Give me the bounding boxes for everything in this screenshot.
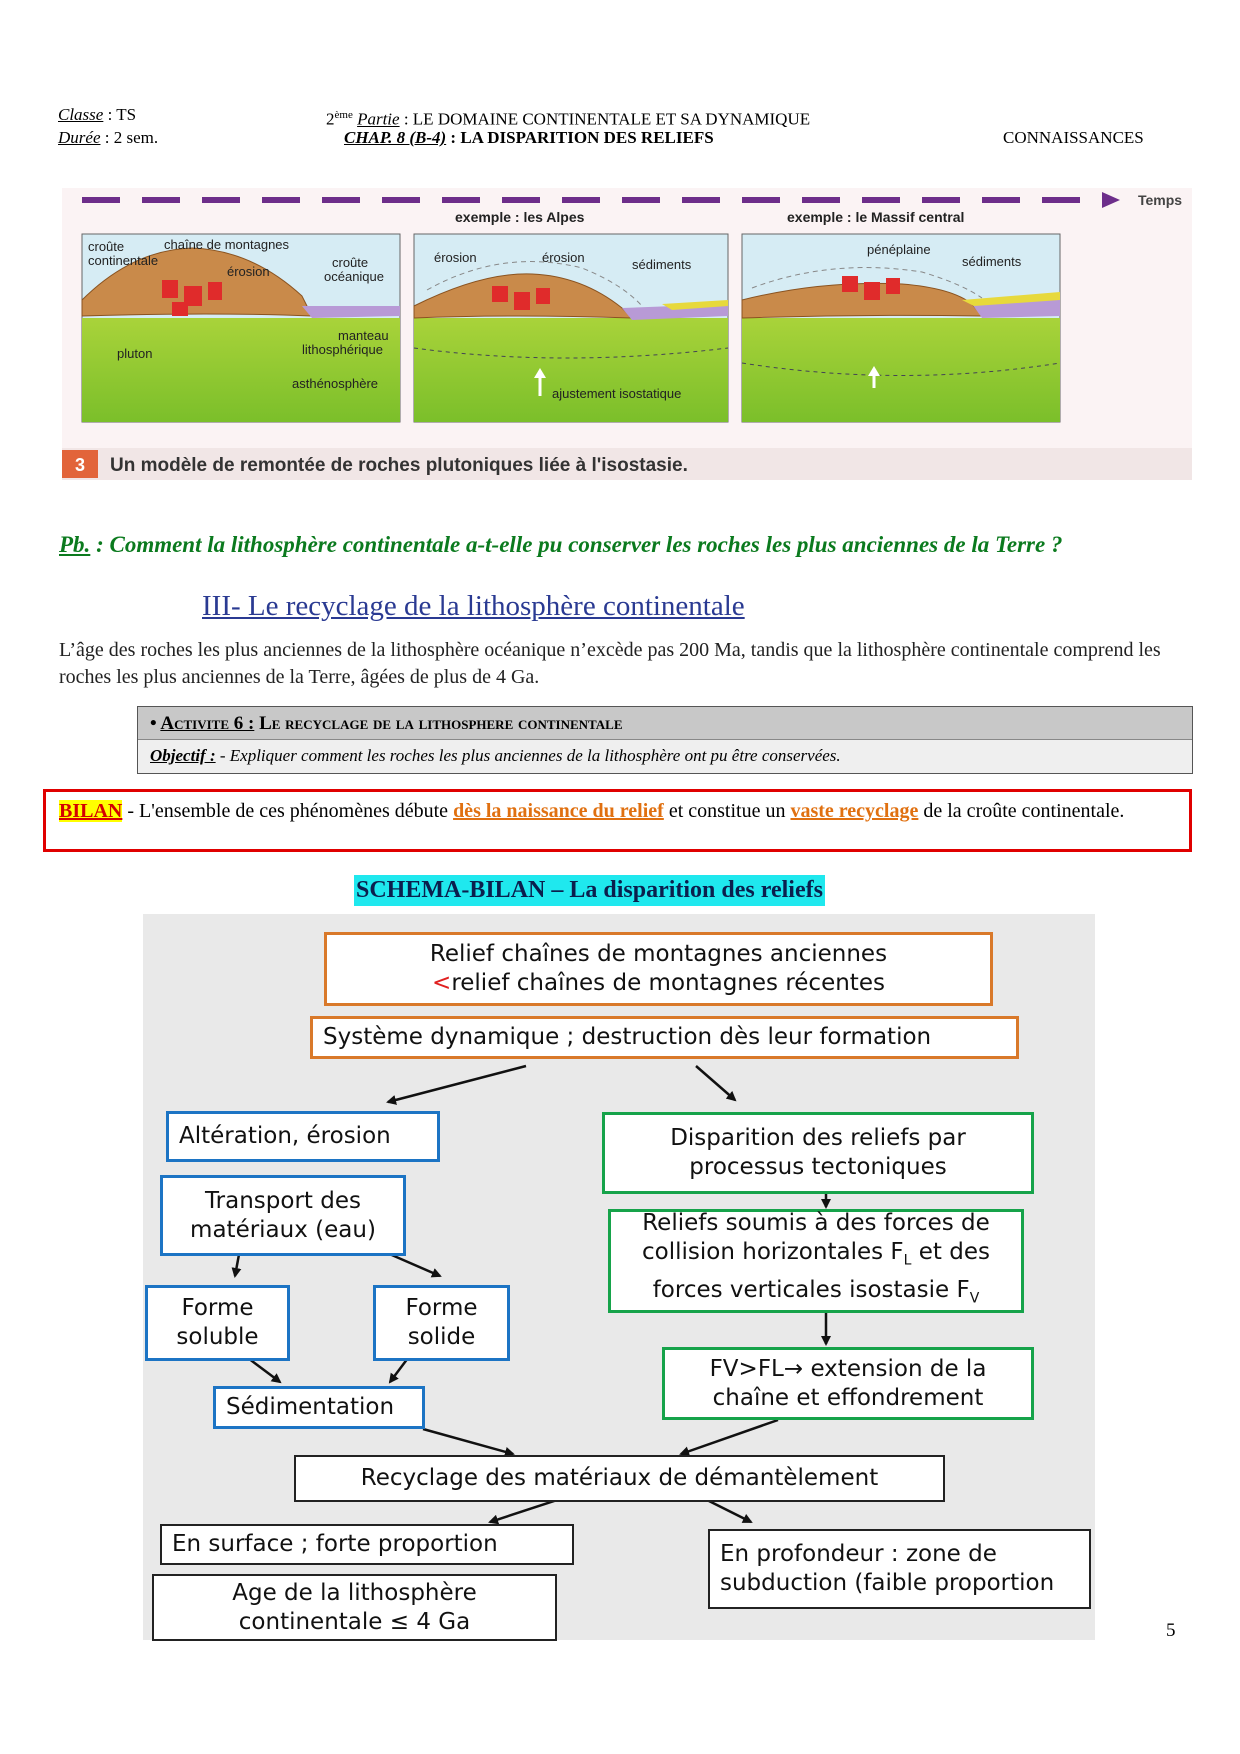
label-erosion-1: érosion — [434, 250, 477, 265]
label-chaine: chaîne de montagnes — [164, 237, 290, 252]
box-sedimentation: Sédimentation — [213, 1386, 425, 1429]
label-erosion-2: érosion — [542, 250, 585, 265]
label-asthenosphere: asthénosphère — [292, 376, 379, 391]
figure-number: 3 — [74, 455, 86, 475]
time-label: Temps — [1137, 192, 1183, 208]
page-number: 5 — [1166, 1620, 1176, 1641]
bilan-highlight-1: dès la naissance du relief — [453, 800, 664, 822]
panel-2 — [414, 234, 728, 422]
header-chapter: CHAP. 8 (B-4) : LA DISPARITION DES RELIEFS — [344, 128, 714, 147]
header-classe: Classe : TS — [58, 105, 137, 124]
section-title: III- Le recyclage de la lithosphère continentale — [202, 590, 745, 622]
label-croute-2: continentale — [88, 253, 159, 268]
label-croute-oc-2: océanique — [324, 269, 384, 284]
box-en-profondeur: En profondeur : zone de subduction (faible proportion — [708, 1529, 1091, 1609]
label-sediments: sédiments — [632, 257, 692, 272]
box-en-surface: En surface ; forte proportion — [160, 1524, 574, 1565]
box-disparition-tectonique: Disparition des reliefs par processus tectoniques — [602, 1112, 1034, 1194]
activity-objectif: Objectif : - Expliquer comment les roches les plus anciennes de la lithosphère ont pu être conservées. — [138, 740, 1192, 773]
panel-1 — [82, 234, 400, 422]
example-massif-central: exemple : le Massif central — [787, 209, 965, 225]
header-duree: Durée : 2 sem. — [58, 128, 159, 147]
activity-title: • Activite 6 : Le recyclage de la lithosphere continentale — [138, 707, 1192, 740]
label-erosion: érosion — [227, 264, 270, 279]
header-category: CONNAISSANCES — [1003, 128, 1144, 147]
header-partie: 2ème Partie : LE DOMAINE CONTINENTALE ET SA DYNAMIQUE — [326, 109, 811, 129]
box-forces: Reliefs soumis à des forces de collision horizontales $F_L$ et des forces verticales isostasie $F_V$ — [608, 1209, 1024, 1313]
bilan-highlight-2: vaste recyclage — [790, 800, 919, 822]
label-sediments-2: sédiments — [962, 254, 1022, 269]
panel-3 — [742, 234, 1060, 422]
schema-title: SCHEMA-BILAN – La disparition des reliefs — [354, 875, 825, 906]
box-transport: Transport des matériaux (eau) — [160, 1175, 406, 1256]
box-forme-solide: Forme solide — [373, 1285, 510, 1361]
example-alpes: exemple : les Alpes — [455, 209, 585, 225]
bilan-box: BILAN - L'ensemble de ces phénomènes débute dès la naissance du relief et constitue un vaste recyclage de la croûte continentale. — [43, 789, 1192, 852]
label-croute-1: croûte — [88, 239, 125, 254]
box-alteration-erosion: Altération, érosion — [166, 1111, 440, 1162]
label-pluton: pluton — [117, 346, 153, 361]
intro-paragraph: L’âge des roches les plus anciennes de la lithosphère océanique n’excède pas 200 Ma, tandis que la lithosphère continentale comprend les roches les plus anciennes de la Terre, âgées de plus de 4 Ga. — [59, 639, 1161, 688]
label-croute-oc-1: croûte — [332, 255, 369, 270]
isostasy-figure — [62, 188, 1192, 480]
bilan-label: BILAN — [59, 800, 123, 822]
box-age-lithosphere: Age de la lithosphère continentale ≤ 4 Ga — [152, 1574, 557, 1641]
box-extension: FV>FL→ extension de la chaîne et effondrement — [662, 1347, 1034, 1420]
activity-box — [137, 706, 1193, 774]
box-systeme-dynamique: Système dynamique ; destruction dès leur formation — [310, 1016, 1019, 1059]
label-ajustement: ajustement isostatique — [552, 386, 682, 401]
label-manteau-2: lithosphérique — [302, 342, 383, 357]
figure-caption: Un modèle de remontée de roches plutoniques liée à l'isostasie. — [110, 455, 688, 476]
label-peneplaine: pénéplaine — [867, 242, 931, 257]
box-forme-soluble: Forme soluble — [145, 1285, 290, 1361]
box-relief-chains: Relief chaînes de montagnes anciennes <relief chaînes de montagnes récentes — [324, 932, 993, 1006]
box-recyclage: Recyclage des matériaux de démantèlement — [294, 1455, 945, 1502]
label-manteau-1: manteau — [338, 328, 389, 343]
schema-bilan — [143, 914, 1095, 1640]
problem-statement: Pb. : Comment la lithosphère continentale a-t-elle pu conserver les roches les plus anciennes de la Terre ? — [59, 532, 1063, 557]
